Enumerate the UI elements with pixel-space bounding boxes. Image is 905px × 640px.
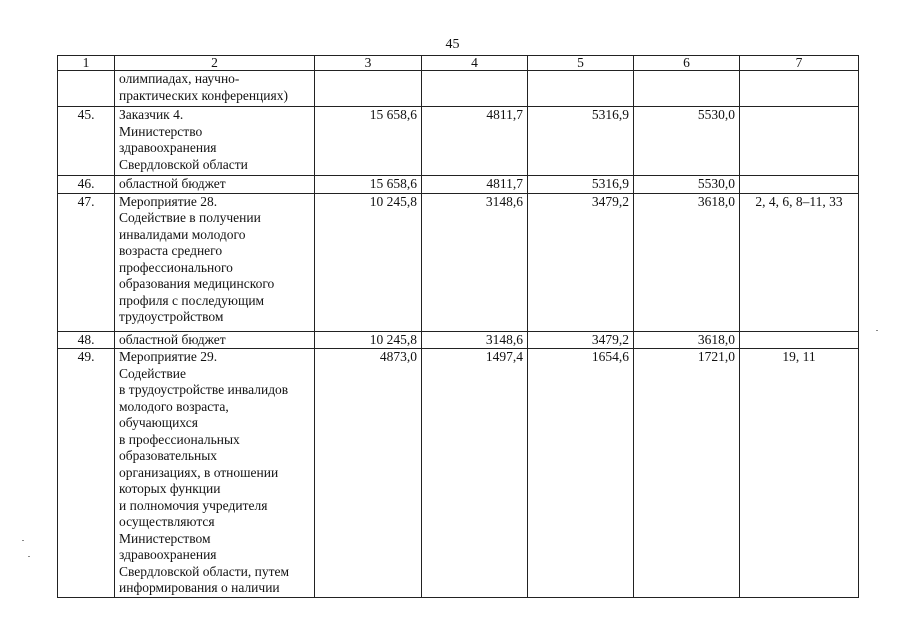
row-number-cell: 45. bbox=[58, 107, 115, 176]
scan-speck bbox=[22, 540, 24, 541]
row-number-cell: 49. bbox=[58, 349, 115, 598]
value-cell-col4: 4811,7 bbox=[422, 107, 528, 176]
column-header: 5 bbox=[528, 56, 634, 71]
value-cell-col6: 1721,0 bbox=[634, 349, 740, 598]
indicator-cell: 19, 11 bbox=[740, 349, 859, 598]
indicator-cell bbox=[740, 71, 859, 107]
value-cell-col6: 5530,0 bbox=[634, 107, 740, 176]
table-row bbox=[58, 331, 859, 349]
indicator-cell bbox=[740, 331, 859, 349]
value-cell-col5: 3479,2 bbox=[528, 193, 634, 331]
value-cell-col5: 3479,2 bbox=[528, 331, 634, 349]
value-cell-col4 bbox=[422, 71, 528, 107]
value-cell-col4: 1497,4 bbox=[422, 349, 528, 598]
scan-speck bbox=[876, 330, 878, 331]
value-cell-col3: 15 658,6 bbox=[315, 176, 422, 194]
column-header: 1 bbox=[58, 56, 115, 71]
value-cell-col6 bbox=[634, 71, 740, 107]
value-cell-col4: 3148,6 bbox=[422, 331, 528, 349]
budget-table bbox=[57, 55, 859, 598]
page-number: 45 bbox=[445, 37, 460, 52]
row-number-cell bbox=[58, 71, 115, 107]
value-cell-col3 bbox=[315, 71, 422, 107]
table-row bbox=[58, 107, 859, 176]
column-header: 7 bbox=[740, 56, 859, 71]
value-cell-col6: 3618,0 bbox=[634, 193, 740, 331]
row-number-cell: 47. bbox=[58, 193, 115, 331]
value-cell-col6: 3618,0 bbox=[634, 331, 740, 349]
row-name-cell: Мероприятие 29. Содействие в трудоустройстве инвалидов молодого возраста, обучающихся в профессиональных образовательных организациях, в отношении которых функции и полномочия учредителя осуществляются Министерством здравоохранения Свердловской области, путем информирования о наличии bbox=[115, 349, 315, 598]
value-cell-col5: 1654,6 bbox=[528, 349, 634, 598]
row-name-cell: областной бюджет bbox=[115, 176, 315, 194]
value-cell-col5: 5316,9 bbox=[528, 107, 634, 176]
column-header: 6 bbox=[634, 56, 740, 71]
row-name-cell: областной бюджет bbox=[115, 331, 315, 349]
column-header: 4 bbox=[422, 56, 528, 71]
row-name-cell: олимпиадах, научно- практических конференциях) bbox=[115, 71, 315, 107]
table-header-row bbox=[58, 56, 859, 71]
row-number-cell: 48. bbox=[58, 331, 115, 349]
value-cell-col4: 4811,7 bbox=[422, 176, 528, 194]
table-row bbox=[58, 71, 859, 107]
value-cell-col6: 5530,0 bbox=[634, 176, 740, 194]
row-name-cell: Заказчик 4. Министерство здравоохранения Свердловской области bbox=[115, 107, 315, 176]
row-number-cell: 46. bbox=[58, 176, 115, 194]
table-row bbox=[58, 349, 859, 598]
indicator-cell bbox=[740, 176, 859, 194]
value-cell-col5 bbox=[528, 71, 634, 107]
column-header: 3 bbox=[315, 56, 422, 71]
table-row bbox=[58, 176, 859, 194]
indicator-cell: 2, 4, 6, 8–11, 33 bbox=[740, 193, 859, 331]
value-cell-col3: 10 245,8 bbox=[315, 193, 422, 331]
value-cell-col3: 15 658,6 bbox=[315, 107, 422, 176]
value-cell-col3: 10 245,8 bbox=[315, 331, 422, 349]
indicator-cell bbox=[740, 107, 859, 176]
value-cell-col3: 4873,0 bbox=[315, 349, 422, 598]
scan-speck bbox=[28, 556, 30, 557]
value-cell-col4: 3148,6 bbox=[422, 193, 528, 331]
column-header: 2 bbox=[115, 56, 315, 71]
row-name-cell: Мероприятие 28. Содействие в получении инвалидами молодого возраста среднего профессионального образования медицинского профиля с последующим трудоустройством bbox=[115, 193, 315, 331]
value-cell-col5: 5316,9 bbox=[528, 176, 634, 194]
table-row bbox=[58, 193, 859, 331]
